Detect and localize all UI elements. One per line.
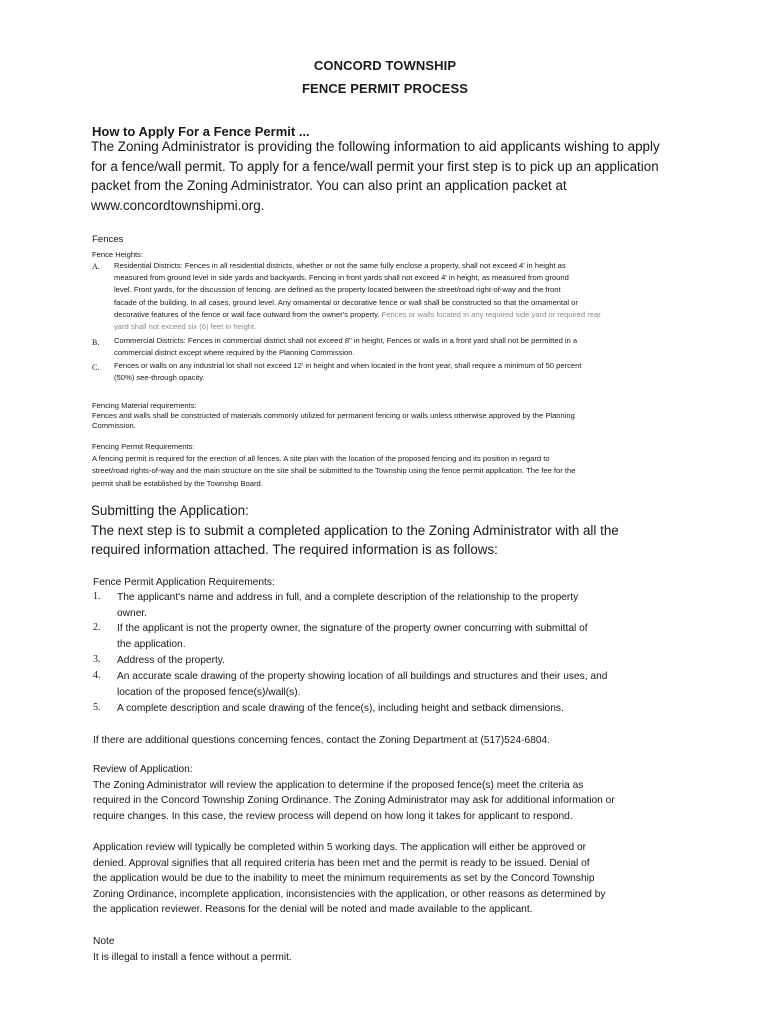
apply-line: The Zoning Administrator is providing the following information to aid applicants wishing to apply <box>91 139 660 154</box>
material-line: Fences and walls shall be constructed of materials commonly utilized for permanent fencing or walls unless otherwise approved by the Planning <box>92 411 575 421</box>
material-heading: Fencing Material requirements: <box>92 401 197 410</box>
app-requirements-heading: Fence Permit Application Requirements: <box>93 577 275 588</box>
app-requirement-line: An accurate scale drawing of the property showing location of all buildings and structures and their uses, and <box>117 671 608 682</box>
review-line: The Zoning Administrator will review the application to determine if the proposed fence(s) meet the criteria as <box>93 779 584 791</box>
app-requirement-item <box>117 669 607 700</box>
list-number: 2. <box>93 622 101 633</box>
review-heading: Review of Application: <box>93 764 193 775</box>
app-requirement-line: A complete description and scale drawing of the fence(s), including height and setback dimensions. <box>117 703 564 714</box>
app-requirement-item <box>117 701 564 717</box>
apply-line: packet from the Zoning Administrator. You can also print an application packet at <box>91 178 567 194</box>
document-title-line2: FENCE PERMIT PROCESS <box>302 81 468 96</box>
fence-item-line: facade of the building. In all cases, ground level. Any ornamental or decorative fence or wall shall be constructed so that the ornamental or <box>114 297 578 307</box>
app-requirement-line: the application. <box>117 638 186 650</box>
list-marker: B. <box>92 338 100 347</box>
permit-requirements-line: A fencing permit is required for the erection of all fences. A site plan with the location of the proposed fencing and its position in regard to <box>92 454 550 464</box>
permit-requirements-line: street/road rights-of-way and the main structure on the site shall be submitted to the Township using the fence permit application. The fee for the <box>92 466 576 476</box>
material-section <box>92 400 575 433</box>
fence-item-line: (50%) see-through opacity. <box>114 373 205 383</box>
app-requirement-item <box>117 590 578 621</box>
timeline-line: Application review will typically be completed within 5 working days. The application will either be approved or <box>93 842 587 853</box>
apply-heading: How to Apply For a Fence Permit ... <box>92 124 310 139</box>
app-requirement-item <box>117 653 225 669</box>
note-heading: Note <box>93 936 115 947</box>
submitting-line: required information attached. The required information is as follows: <box>91 542 498 558</box>
list-number: 1. <box>93 591 101 602</box>
material-line: Commission. <box>92 421 136 431</box>
app-requirement-line: location of the proposed fence(s)/wall(s). <box>117 686 301 698</box>
list-number: 3. <box>93 654 101 665</box>
app-requirement-line: If the applicant is not the property owner, the signature of the property owner concurring with submittal of <box>117 623 588 634</box>
app-requirement-line: Address of the property. <box>117 655 225 666</box>
fence-item-line: yard shall not exceed six (6) feet in height. <box>114 322 257 332</box>
fence-item-line: Residential Districts: Fences in all residential districts, whether or not the same fully enclose a property, shall not exceed 4' in height as <box>114 261 566 270</box>
submitting-section <box>91 501 619 560</box>
note-text: It is illegal to install a fence without a permit. <box>93 951 292 963</box>
permit-requirements-heading: Fencing Permit Requirements: <box>92 442 195 451</box>
submitting-line: The next step is to submit a completed application to the Zoning Administrator with all the <box>91 522 619 538</box>
review-line: require changes. In this case, the review process will depend on how long it takes for applicant to respond. <box>93 810 573 822</box>
fence-item-line: Commercial Districts: Fences in commercial district shall not exceed 8" in height, Fences or walls in a front yard shall not be permitted in a <box>114 336 578 345</box>
list-number: 5. <box>93 702 101 713</box>
app-requirement-line: owner. <box>117 607 148 619</box>
review-line: required in the Concord Township Zoning Ordinance. The Zoning Administrator may ask for additional information or <box>93 795 615 806</box>
document-title-line1: CONCORD TOWNSHIP <box>313 58 457 73</box>
list-number: 4. <box>93 670 101 681</box>
fence-item-line: measured from ground level in side yards and backyards. Fencing in front yards shall not exceed 4' in height, as measured from ground <box>114 273 569 283</box>
permit-requirements-line: permit shall be established by the Township Board. <box>92 478 263 488</box>
timeline-line: the application reviewer. Reasons for the denial will be noted and made available to the applicant. <box>93 904 533 915</box>
fences-heading: Fences <box>92 234 124 245</box>
timeline-line: Zoning Ordinance, incomplete application, inconsistencies with the application, or other reasons as determined by <box>93 888 606 900</box>
fence-item-line <box>114 309 601 321</box>
review-section <box>93 762 615 824</box>
app-requirement-item <box>117 621 588 652</box>
fence-item-line: commercial district except where required by the Planning Commission. <box>114 348 355 358</box>
list-marker: A. <box>92 262 100 271</box>
fence-item-residential <box>114 260 601 333</box>
apply-line: www.concordtownshipmi.org. <box>91 197 265 213</box>
note-section <box>93 934 292 965</box>
list-marker: C. <box>92 363 100 372</box>
contact-text: If there are additional questions concerning fences, contact the Zoning Department at (517)524-6804. <box>93 735 551 746</box>
timeline-line: the application would be due to the inability to meet the minimum requirements as set by the Concord Township <box>93 873 595 884</box>
fence-item-industrial <box>114 360 581 384</box>
review-timeline-section <box>93 840 606 918</box>
fence-heights-heading: Fence Heights: <box>92 250 144 259</box>
fence-item-text: decorative features of the fence or wall face outward from the owner's property. <box>114 309 380 319</box>
app-requirement-line: The applicant's name and address in full, and a complete description of the relationship to the property <box>117 592 579 603</box>
submitting-heading: Submitting the Application: <box>91 503 249 518</box>
timeline-line: denied. Approval signifies that all required criteria has been met and the permit is ready to be issued. Denial of <box>93 857 590 869</box>
fence-item-line: Fences or walls on any industrial lot shall not exceed 12' in height and when located in the front year, shall require a minimum of 50 percent <box>114 361 582 370</box>
fence-item-line: level. Front yards, for the discussion of fencing. are defined as the property located between the street/road right-of-way and the front <box>114 285 561 295</box>
permit-requirements-section <box>92 441 575 490</box>
fence-item-commercial <box>114 335 577 359</box>
fence-item-text-gray: Fences or walls located in any required side yard or required rear <box>381 309 601 319</box>
apply-paragraph <box>91 137 660 215</box>
apply-line: for a fence/wall permit. To apply for a fence/wall permit your first step is to pick up an application <box>91 158 659 174</box>
